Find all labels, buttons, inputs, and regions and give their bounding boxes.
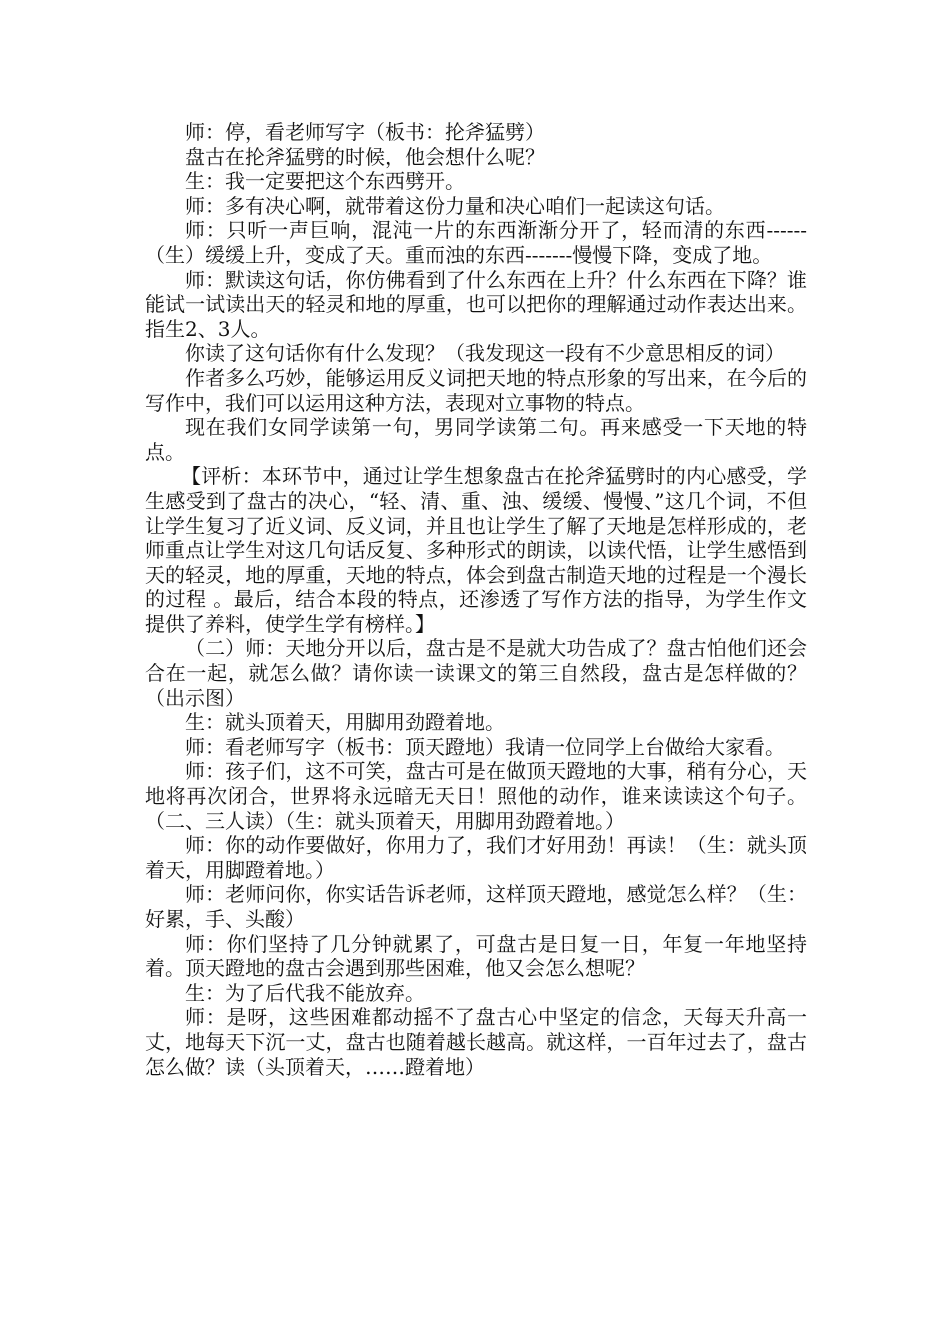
paragraph-teacher-demo: 师：看老师写字（板书：顶天蹬地）我请一位同学上台做给大家看。 — [185, 734, 785, 759]
paragraph-teacher-read: 师：多有决心啊，就带着这份力量和决心咱们一起读这句话。 — [185, 193, 725, 218]
paragraph-section-two: （二）师：天地分开以后，盘古是不是就大功告成了？盘古怕他们还会合在一起，就怎么做？请你读一读课文的第三自然段，盘古是怎样做的？（出示图） — [145, 636, 807, 710]
document-body — [145, 120, 807, 1079]
paragraph-action: 师：你的动作要做好，你用力了，我们才好用劲！再读！（生：就头顶着天，用脚蹬着地。） — [145, 833, 807, 882]
paragraph-not-give-up: 生：为了后代我不能放弃。 — [185, 980, 425, 1005]
paragraph-question: 盘古在抡斧猛劈的时候，他会想什么呢？ — [185, 144, 545, 169]
paragraph-not-funny: 师：孩子们，这不可笑，盘古可是在做顶天蹬地的大事，稍有分心，天地将再次闭合，世界将永远暗无天日！照他的动作，谁来读读这个句子。（二、三人读）（生：就头顶着天，用脚用劲蹬着地。） — [145, 759, 807, 833]
paragraph-group-reading: 现在我们女同学读第一句，男同学读第二句。再来感受一下天地的特点。 — [145, 415, 807, 464]
paragraph-teacher-board-writing: 师：停，看老师写字（板书：抡斧猛劈） — [185, 120, 545, 144]
paragraph-antonyms: 作者多么巧妙，能够运用反义词把天地的特点形象的写出来，在今后的写作中，我们可以运用这种方法，表现对立事物的特点。 — [145, 365, 807, 415]
paragraph-student-head-sky: 生：就头顶着天，用脚用劲蹬着地。 — [185, 710, 505, 735]
paragraph-persistence: 师：你们坚持了几分钟就累了，可盘古是日复一日，年复一年地坚持着。顶天蹬地的盘古会遇到那些困难，他又会怎么想呢？ — [145, 931, 807, 981]
paragraph-silent-reading: 师：默读这句话，你仿佛看到了什么东西在上升？什么东西在下降？谁能试一试读出天的轻灵和地的厚重，也可以把你的理解通过动作表达出来。指生2、3人。 — [145, 267, 807, 341]
paragraph-hundred-years: 师：是呀，这些困难都动摇不了盘古心中坚定的信念，天每天升高一丈，地每天下沉一丈，盘古也随着越长越高。就这样，一百年过去了，盘古怎么做？读（头顶着天，……蹬着地） — [145, 1005, 807, 1079]
paragraph-student-answer: 生：我一定要把这个东西劈开。 — [185, 169, 465, 194]
paragraph-commentary: 【评析：本环节中，通过让学生想象盘古在抡斧猛劈时的内心感受，学生感受到了盘古的决心，“轻、清、重、浊、缓缓、慢慢、”这几个词，不但让学生复习了近义词、反义词，并且也让学生了解了天地是怎样形成的，老师重点让学生对这几句话反复、多种形式的朗读，以读代悟，让学生感悟到天的轻灵，地的厚重，天地的特点，体会到盘古制造天地的过程是一个漫长的过程 。最后，结合本段的特点，还渗透了写作方法的指导，为学生作文提供了养料，使学生学有榜样。】 — [145, 464, 807, 636]
paragraph-teacher-sky-earth: 师：只听一声巨响，混沌一片的东西渐渐分开了，轻而清的东西------（生）缓缓上升，变成了天。重而浊的东西-------慢慢下降，变成了地。 — [145, 218, 807, 267]
paragraph-discovery: 你读了这句话你有什么发现？（我发现这一段有不少意思相反的词） — [185, 341, 785, 366]
paragraph-feeling: 师：老师问你，你实话告诉老师，这样顶天蹬地，感觉怎么样？（生：好累，手、头酸） — [145, 882, 807, 931]
